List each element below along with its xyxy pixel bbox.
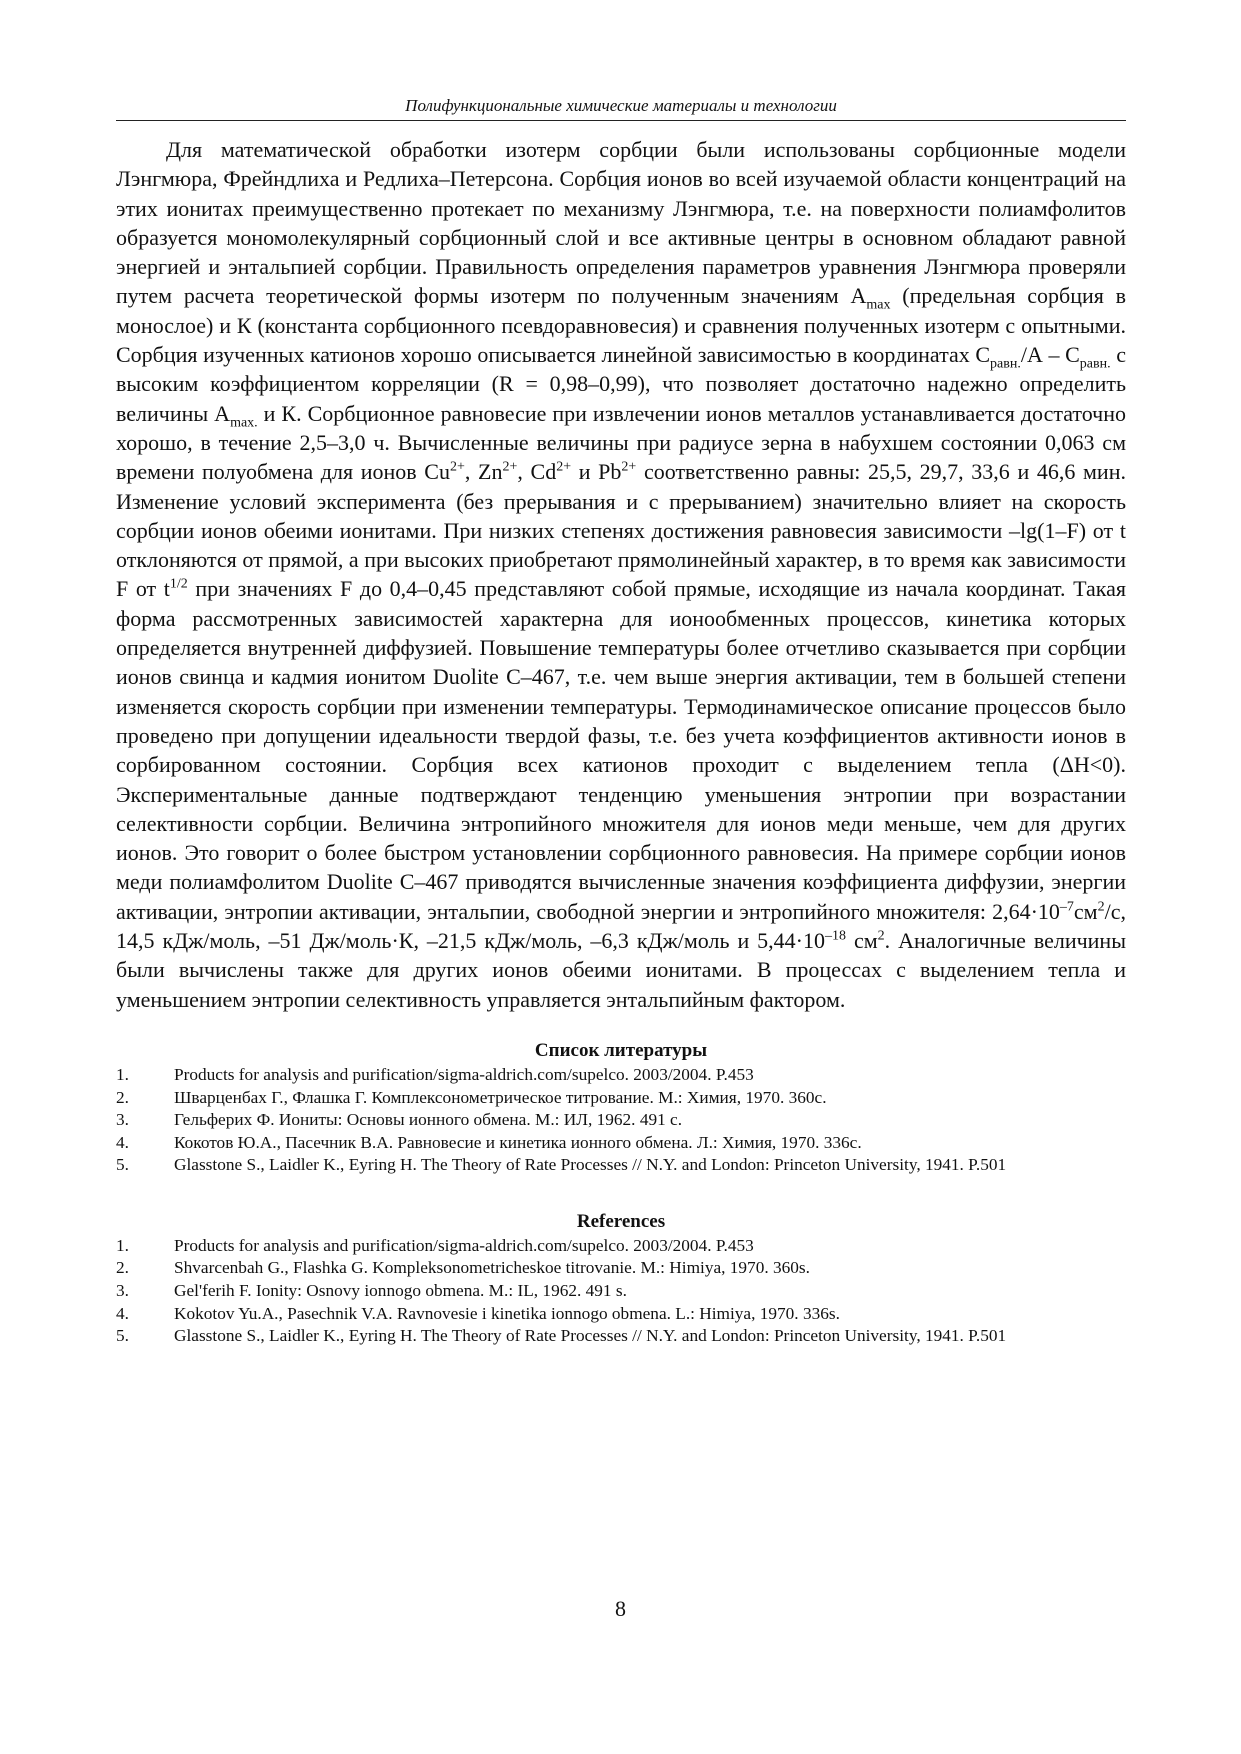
body-paragraph [116, 135, 1126, 1014]
reference-text: Гельферих Ф. Иониты: Основы ионного обмена. М.: ИЛ, 1962. 491 с. [174, 1110, 683, 1130]
references-en-list [116, 1235, 1126, 1348]
running-header: Полифункциональные химические материалы и технологии [116, 96, 1126, 121]
reference-number: 5. [116, 1326, 129, 1346]
text-segment: и К. Сорбционное равновесие при извлечении ионов металлов устанавливается достаточно хорошо, в течение 2,5–3,0 ч. Вычисленные величины при радиусе зерна в набухшем состоянии 0,063 см времени полуобмена для ионов Cu [116, 400, 1127, 485]
reference-item [116, 1109, 1126, 1132]
reference-text: Gel'ferih F. Ionity: Osnovy ionnogo obmena. M.: IL, 1962. 491 s. [174, 1281, 627, 1301]
text-segment: (предельная сорбция в монослое) и К (константа сорбционного псевдоравновесия) и сравнения полученных изотерм с опытными. Сорбция изученных катионов хорошо описывается линейной зависимостью в координатах С [116, 283, 1127, 368]
superscript-charge: 2+ [502, 459, 518, 475]
superscript-exponent: 2 [877, 928, 885, 944]
reference-number: 4. [116, 1303, 129, 1323]
reference-number: 2. [116, 1087, 129, 1107]
reference-item [116, 1064, 1126, 1087]
text-segment: и Pb [571, 459, 622, 485]
text-segment: /А – С [1020, 342, 1080, 368]
text-segment: см [1073, 898, 1098, 924]
text-segment: при значениях F до 0,4–0,45 представляют собой прямые, исходящие из начала координат. Такая форма рассмотренных зависимостей характерна для ионообменных процессов, кинетика которых определяется внутренней диффузией. Повышение температуры более отчетливо сказывается при сорбции ионов свинца и кадмия ионитом Duolite C–467, т.е. чем выше энергия активации, тем в большей степени изменяется скорость сорбции при изменении температуры. Термодинамическое описание процессов было проведено при допущении идеальности твердой фазы, т.е. без учета коэффициентов активности ионов в сорбированном состоянии. Сорбция всех катионов проходит с выделением тепла (ΔH<0). Экспериментальные данные подтверждают тенденцию уменьшения энтропии при возрастании селективности сорбции. Величина энтропийного множителя для ионов меди меньше, чем для других ионов. Это говорит о более быстром установлении сорбционного равновесия. На примере сорбции ионов меди полиамфолитом Duolite C–467 приводятся вычисленные значения коэффициента диффузии, энергии активации, энтропии активации, энтальпии, свободной энергии и энтропийного множителя: 2,64·10 [116, 576, 1127, 924]
text-segment: см [846, 928, 878, 954]
reference-text: Glasstone S., Laidler K., Eyring H. The Theory of Rate Processes // N.Y. and London: Princeton University, 1941. P.501 [174, 1155, 1007, 1175]
reference-number: 1. [116, 1064, 129, 1084]
page-content [116, 96, 1126, 1348]
superscript-exponent: –7 [1059, 899, 1074, 915]
text-segment: , Cd [517, 459, 557, 485]
reference-number: 1. [116, 1235, 129, 1255]
superscript-exponent: 2 [1097, 899, 1105, 915]
subscript-ravn: равн. [1079, 356, 1111, 372]
superscript-exponent: 1/2 [169, 577, 188, 593]
superscript-exponent: –18 [825, 928, 847, 944]
reference-number: 2. [116, 1258, 129, 1278]
subscript-ravn: равн. [990, 356, 1021, 372]
reference-item [116, 1303, 1126, 1326]
page-number: 8 [615, 1596, 626, 1621]
text-segment: с высоким коэффициентом корреляции (R = 0,98–0,99), что позволяет достаточно надежно определить величины A [116, 342, 1126, 426]
reference-item [116, 1235, 1126, 1258]
reference-number: 5. [116, 1155, 129, 1175]
reference-text: Шварценбах Г., Флашка Г. Комплексонометрическое титрование. М.: Химия, 1970. 360с. [174, 1087, 827, 1107]
references-en-title: References [576, 1210, 666, 1232]
reference-text: Shvarcenbah G., Flashka G. Kompleksonometricheskoe titrovanie. M.: Himiya, 1970. 360s. [174, 1258, 810, 1278]
subscript-max: max. [230, 415, 258, 431]
reference-text: Products for analysis and purification/sigma-aldrich.com/supelco. 2003/2004. P.453 [174, 1064, 754, 1084]
reference-item [116, 1087, 1126, 1110]
reference-text: Glasstone S., Laidler K., Eyring H. The Theory of Rate Processes // N.Y. and London: Princeton University, 1941. P.501 [174, 1326, 1007, 1346]
reference-number: 4. [116, 1132, 129, 1152]
reference-item [116, 1257, 1126, 1280]
subscript-max: max [866, 297, 891, 313]
reference-item [116, 1325, 1126, 1348]
text-segment: /с, 14,5 кДж/моль, –51 Дж/моль·К, –21,5 кДж/моль, –6,3 кДж/моль и 5,44·10 [116, 898, 1126, 954]
text-segment: , Zn [464, 459, 503, 485]
reference-number: 3. [116, 1281, 129, 1301]
text-segment: Для математической обработки изотерм сорбции были использованы сорбционные модели Лэнгмюра, Фрейндлиха и Редлиха–Петерсона. Сорбция ионов во всей изучаемой области концентраций на этих ионитах преимущественно протекает по механизму Лэнгмюра, т.е. на поверхности полиамфолитов образуется мономолекулярный сорбционный слой и все активные центры в основном обладают равной энергией и энтальпией сорбции. Правильность определения параметров уравнения Лэнгмюра проверяли путем расчета теоретической формы изотерм по полученным значениям A [116, 137, 1126, 309]
reference-item [116, 1280, 1126, 1303]
superscript-charge: 2+ [449, 459, 465, 475]
references-ru-list [116, 1064, 1126, 1177]
superscript-charge: 2+ [621, 459, 637, 475]
reference-text: Кокотов Ю.А., Пасечник В.А. Равновесие и кинетика ионного обмена. Л.: Химия, 1970. 336с. [174, 1132, 862, 1152]
reference-item [116, 1154, 1126, 1177]
reference-item [116, 1132, 1126, 1155]
text-segment: соответственно равны: 25,5, 29,7, 33,6 и 46,6 мин. Изменение условий эксперимента (без прерывания и с прерыванием) значительно влияет на скорость сорбции ионов обеими ионитами. При низких степенях достижения равновесия зависимости –lg(1–F) от t отклоняются от прямой, а при высоких приобретают прямолинейный характер, в то время как зависимости F от t [116, 459, 1126, 602]
references-ru-title: Список литературы [534, 1039, 708, 1061]
superscript-charge: 2+ [556, 459, 572, 475]
text-segment: . Аналогичные величины были вычислены также для других ионов обеими ионитами. В процессах с выделением тепла и уменьшением энтропии селективность управляется энтальпийным фактором. [116, 928, 1126, 1012]
reference-text: Kokotov Yu.A., Pasechnik V.A. Ravnovesie i kinetika ionnogo obmena. L.: Himiya, 1970. 336s. [174, 1303, 840, 1323]
reference-text: Products for analysis and purification/sigma-aldrich.com/supelco. 2003/2004. P.453 [174, 1235, 754, 1255]
reference-number: 3. [116, 1110, 129, 1130]
